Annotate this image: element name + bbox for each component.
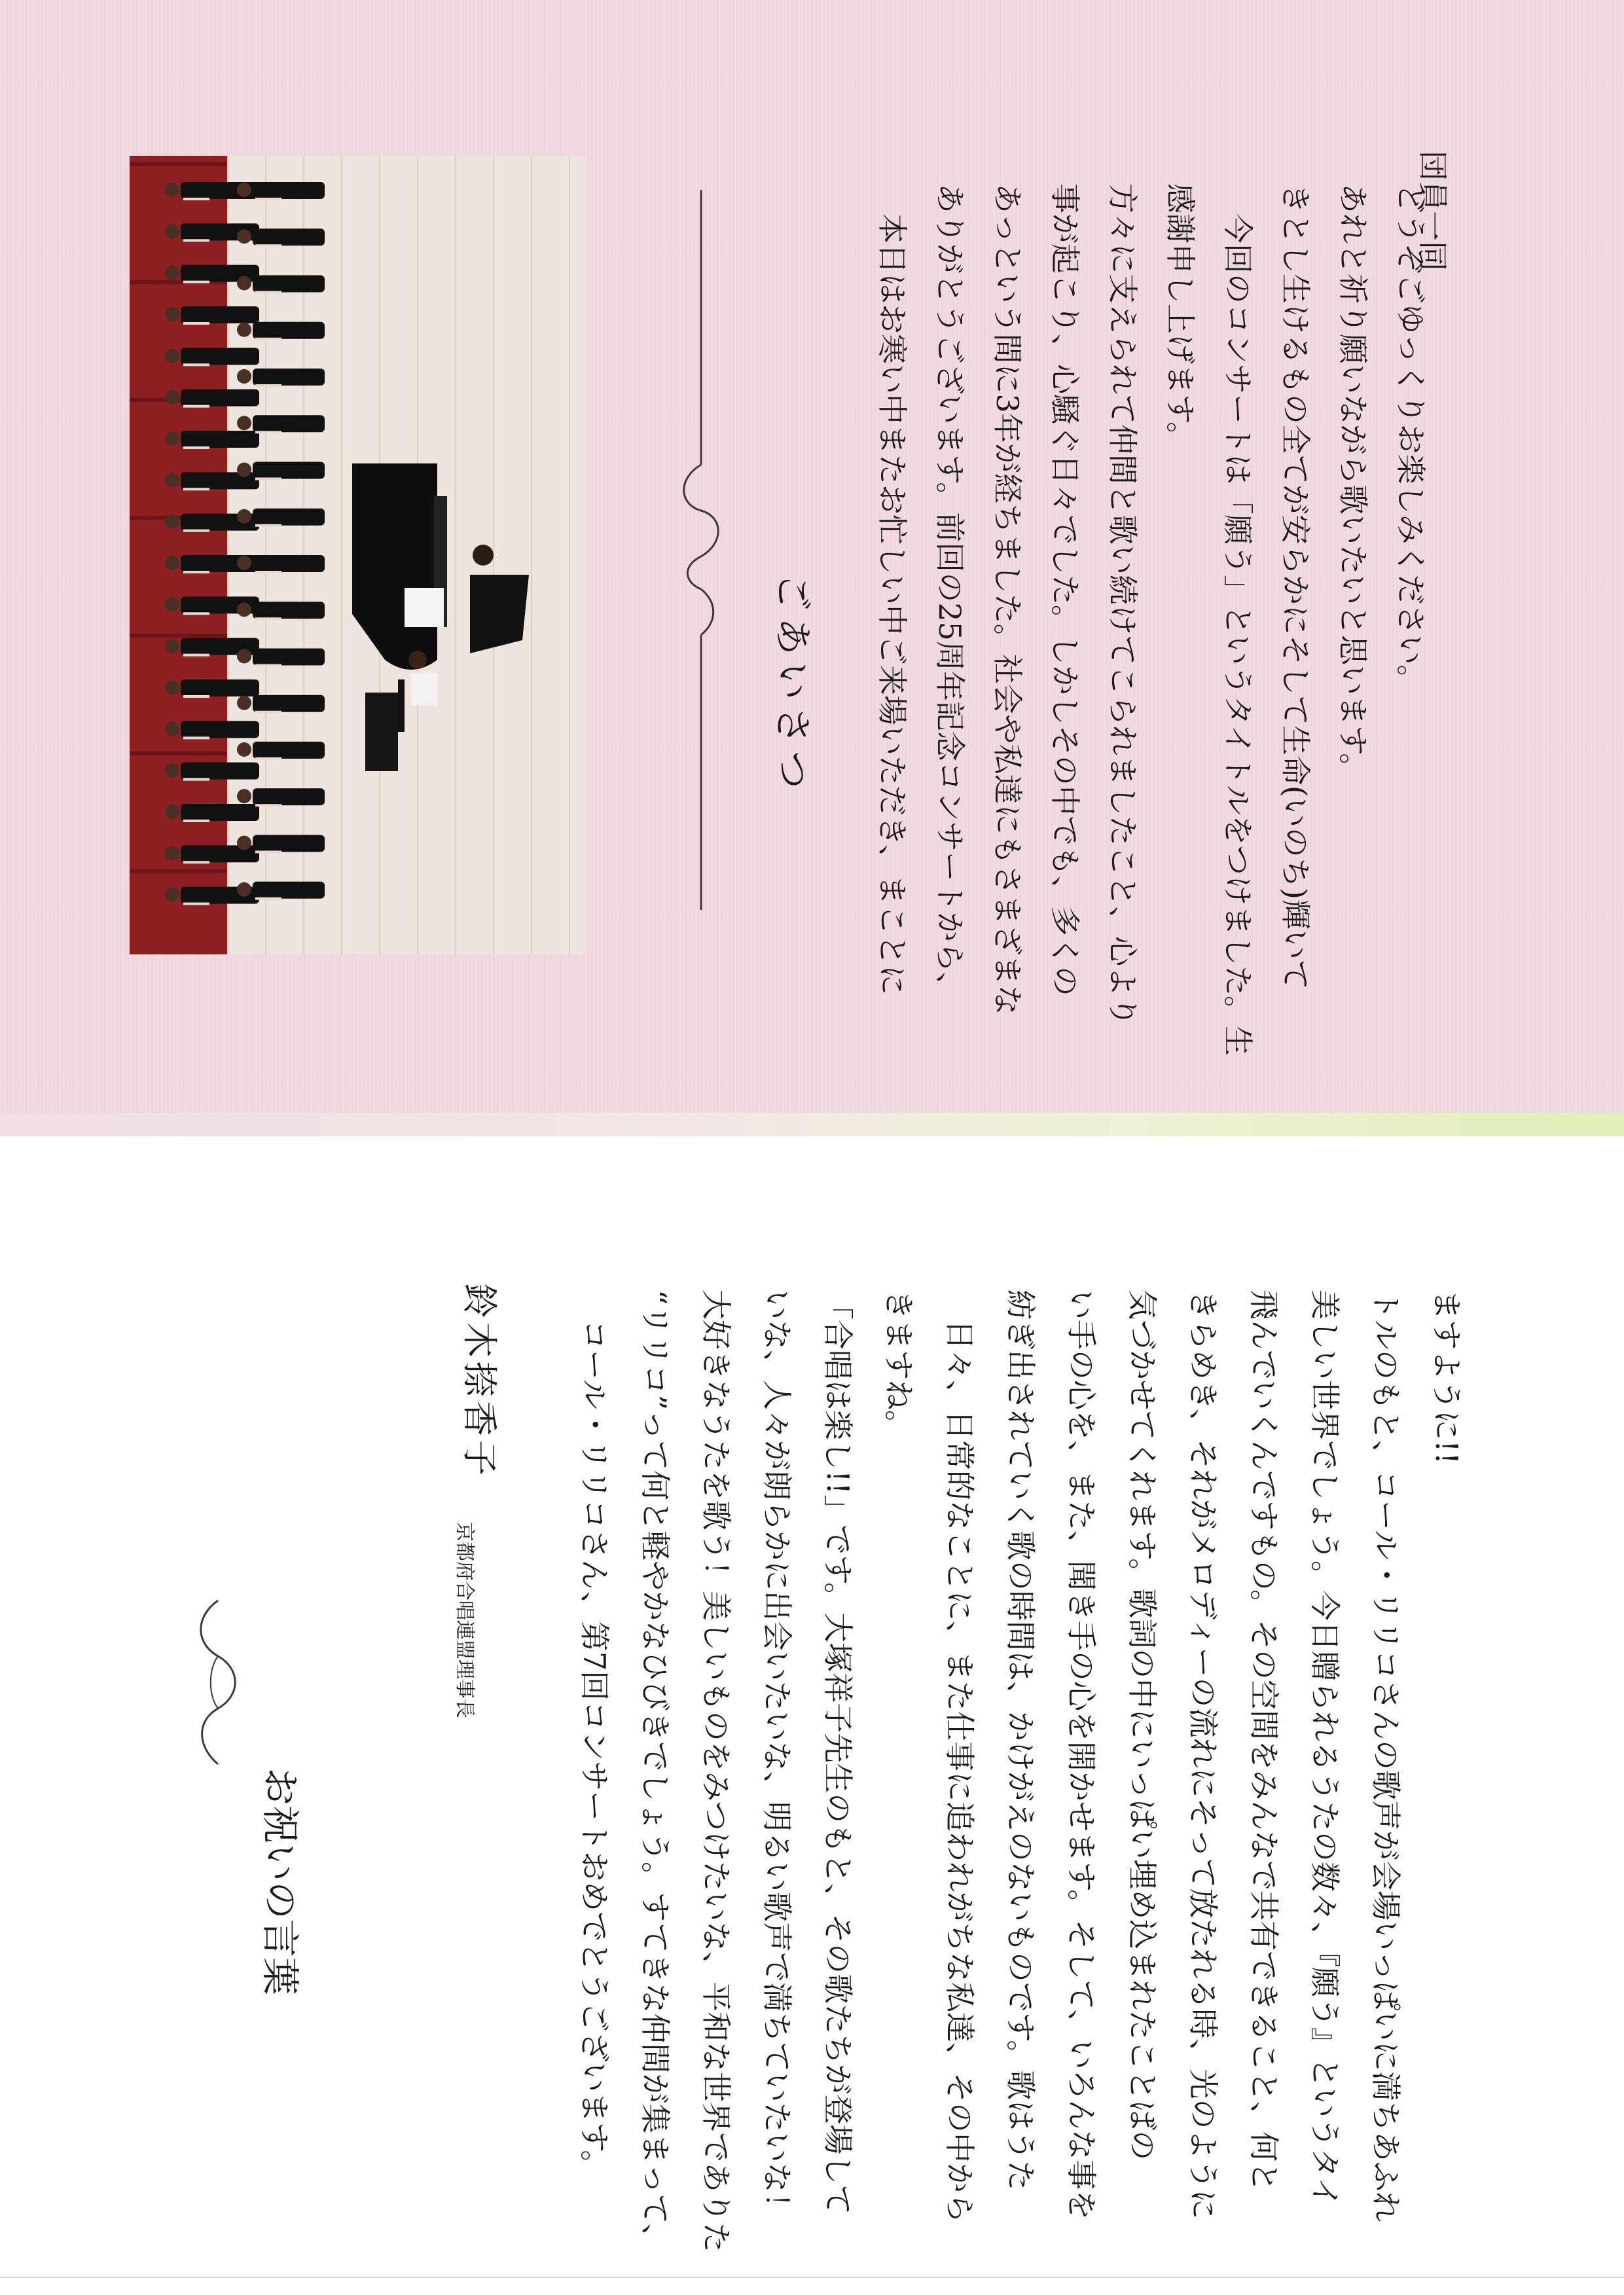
congratulations-org: 京都府合唱連盟理事長 — [453, 1522, 476, 1718]
congratulations-line: きますね。 — [881, 1290, 916, 1440]
greeting-line: 今回のコンサートは「願う」というタイトルをつけました。生 — [1220, 213, 1255, 1057]
greeting-title-text: ごあいさつ — [770, 572, 816, 796]
congratulations-author: 鈴木捺香子 — [459, 1283, 500, 1479]
congratulations-line: い手の心を、また、聞き手の心を開かせます。そして、いろんな事を — [1064, 1290, 1099, 2220]
congratulations-line: 飛んでいくんですもの。その空間をみんなで共有できること、何と — [1246, 1290, 1282, 2192]
congratulations-line: 「合唱は楽し!!」です。大塚祥子先生のもと、その歌たちが登場して — [820, 1290, 856, 2215]
greeting-line: 方々に支えられて仲間と歌い続けてこられましたこと、心より — [1105, 183, 1140, 1026]
greeting-line: 感謝申し上げます。 — [1163, 183, 1198, 452]
greeting-line: あれと祈り願いながら歌いたいと思います。 — [1335, 183, 1371, 784]
ornament-flourish-icon — [182, 1597, 254, 1767]
greeting-body — [844, 151, 1428, 1057]
congratulations-line: 大好きなうたを歌う！美しいものをみつけたいな、平和な世界でありた — [698, 1290, 734, 2253]
greeting-title — [770, 572, 822, 796]
congratulations-line: 紡ぎ出されていく歌の時間は、かけがえのないものです。歌はうた — [1003, 1290, 1038, 2191]
congratulations-line: 美しい世界でしょう。今日贈られるうたの数々、『願う』というタイ — [1307, 1290, 1343, 2208]
greeting-line: あっという間に3年が経ちました。社会や私達にもさまざまな — [990, 183, 1025, 1015]
greeting-line: 本日はお寒い中またお忙しい中ご来場いただき、まことに — [875, 213, 910, 996]
congratulations-line: 日々、日常的なことに、また仕事に追われがちな私達、その中から — [942, 1320, 977, 2223]
congratulations-line: 気づかせてくれます。歌詞の中にいっぱい埋め込まれたことばの — [1125, 1290, 1160, 2161]
congratulations-title: お祝いの言葉 — [258, 1767, 302, 1996]
congratulations-line: トルのもと、コール・リリコさんの歌声が会場いっぱいに満ちあふれ — [1368, 1290, 1403, 2222]
panel-divider — [0, 1113, 1624, 1136]
greeting-signature: 団員一同 — [1415, 151, 1451, 271]
greeting-line: 事が起こり、心騒ぐ日々でした。しかしその中でも、多くの — [1047, 183, 1083, 996]
ornament-divider-icon — [665, 190, 737, 910]
choir-photo — [130, 156, 586, 954]
congratulations-line: ますように!! — [1429, 1290, 1464, 1464]
page-edge — [0, 2277, 1624, 2278]
congratulations-line: “リリコ”って何と軽やかなひびきでしょう。すてきな仲間が集まって、 — [638, 1290, 673, 2254]
congratulations-line: きらめき、それがメロディーの流れにそって放たれる時、光のように — [1185, 1290, 1221, 2220]
congratulations-line: コール・リリコさん、第7回コンサートおめでとうございます。 — [577, 1320, 612, 2180]
greeting-line: きとし生けるもの全てが安らかにそして生命(いのち)輝いて — [1278, 183, 1313, 990]
congratulations-line: いな、人々が朗らかに出会いたいな、明るい歌声で満ちていたいな！ — [759, 1290, 795, 2223]
greeting-line: どうぞごゆっくりお楽しみください。 — [1393, 183, 1428, 695]
greeting-line: ありがとうございます。前回の25周年記念コンサートから、 — [932, 183, 967, 1002]
